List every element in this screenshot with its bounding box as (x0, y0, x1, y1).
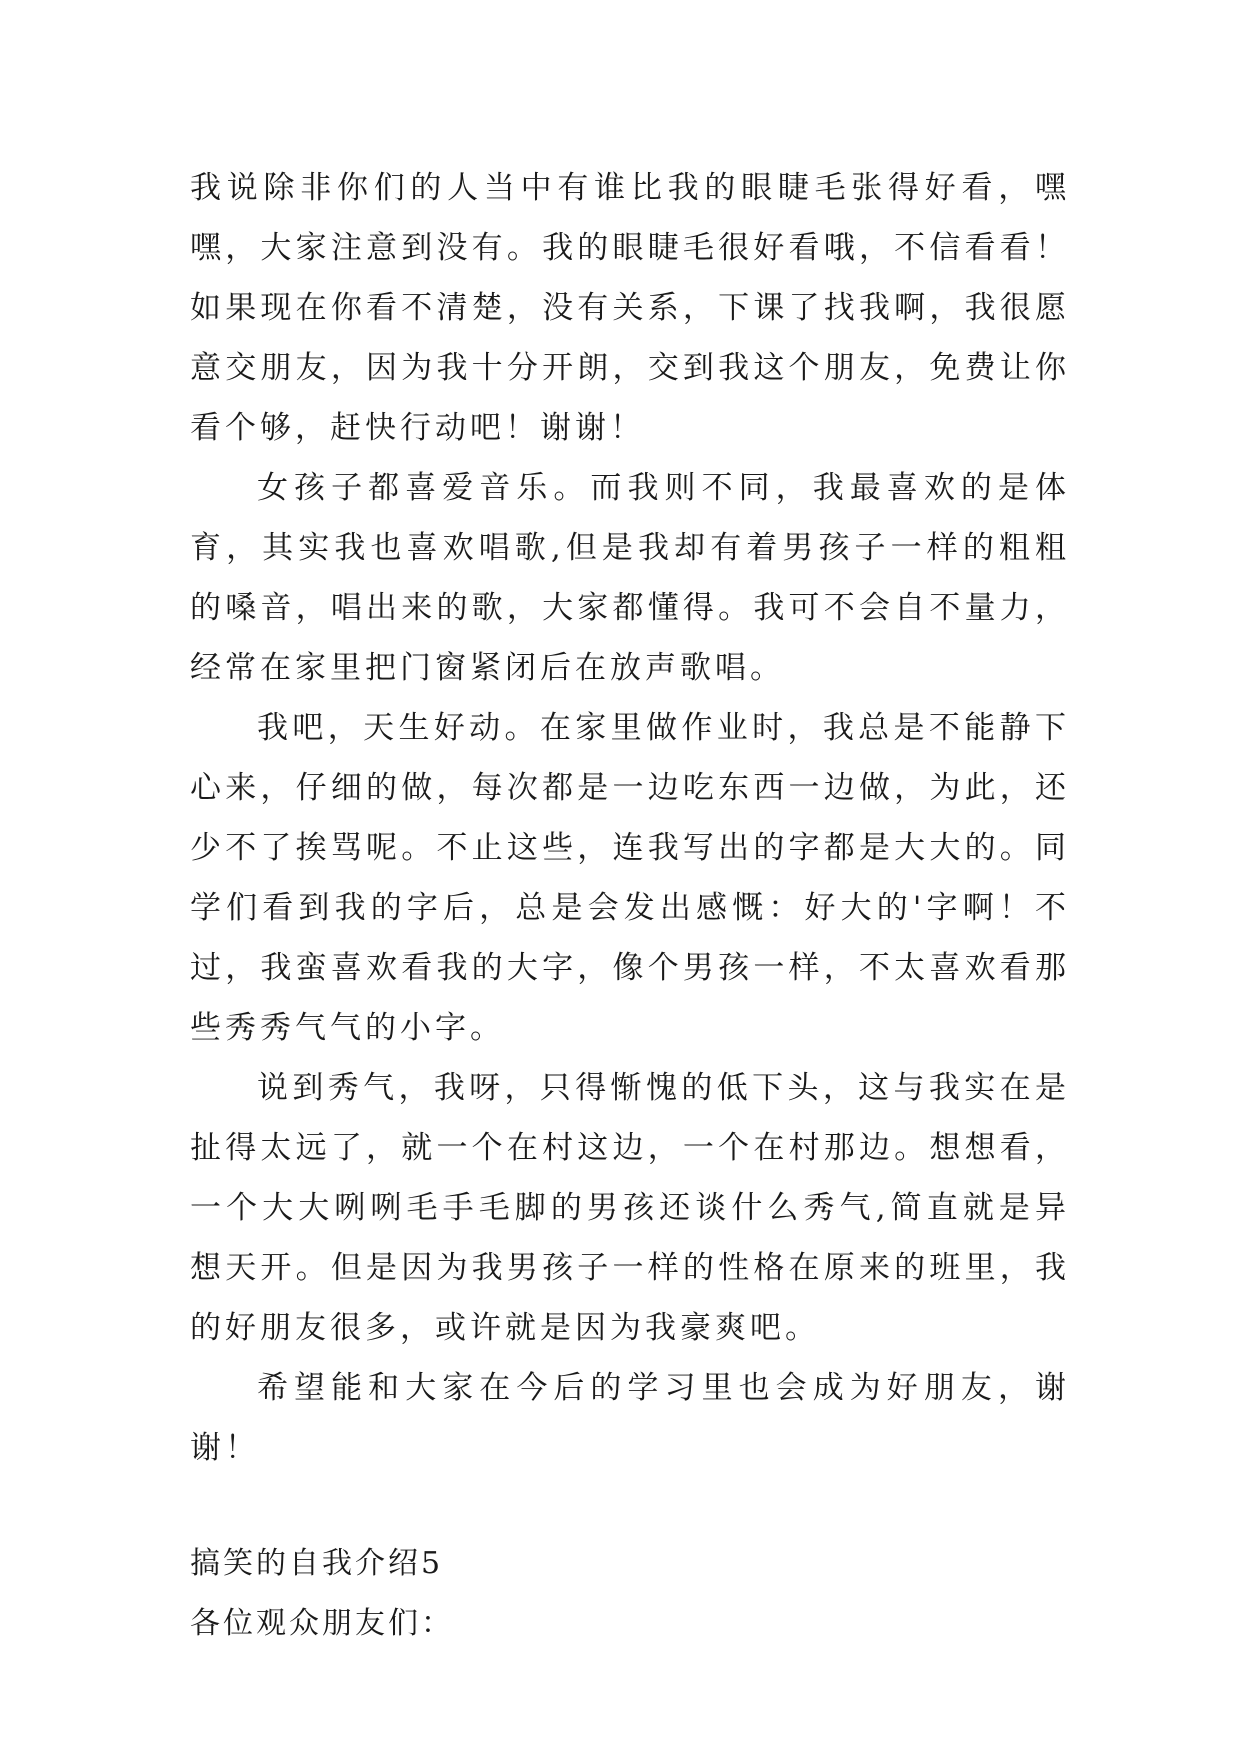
paragraph-1: 我说除非你们的人当中有谁比我的眼睫毛张得好看，嘿嘿，大家注意到没有。我的眼睫毛很好看哦，不信看看！如果现在你看不清楚，没有关系，下课了找我啊，我很愿意交朋友，因为我十分开朗，交到我这个朋友，免费让你看个够，赶快行动吧！谢谢！ (190, 170, 1070, 446)
section-heading: 搞笑的自我介绍5 (190, 1546, 444, 1581)
paragraph-4: 说到秀气，我呀，只得惭愧的低下头，这与我实在是扯得太远了，就一个在村这边，一个在村那边。想想看，一个大大咧咧毛手毛脚的男孩还谈什么秀气,简直就是异想天开。但是因为我男孩子一样的性格在原来的班里，我的好朋友很多，或许就是因为我豪爽吧。 (190, 1070, 1070, 1346)
paragraph-2: 女孩子都喜爱音乐。而我则不同，我最喜欢的是体育，其实我也喜欢唱歌,但是我却有着男孩子一样的粗粗的嗓音，唱出来的歌，大家都懂得。我可不会自不量力，经常在家里把门窗紧闭后在放声歌唱。 (190, 470, 1070, 686)
paragraph-5: 希望能和大家在今后的学习里也会成为好朋友，谢谢！ (190, 1370, 1070, 1466)
salutation: 各位观众朋友们： (190, 1606, 454, 1641)
document-body (190, 158, 1070, 1654)
paragraph-3: 我吧，天生好动。在家里做作业时，我总是不能静下心来，仔细的做，每次都是一边吃东西一边做，为此，还少不了挨骂呢。不止这些，连我写出的字都是大大的。同学们看到我的字后，总是会发出感慨：好大的'字啊！不过，我蛮喜欢看我的大字，像个男孩一样，不太喜欢看那些秀秀气气的小字。 (190, 710, 1070, 1046)
section-gap (190, 1478, 1070, 1534)
